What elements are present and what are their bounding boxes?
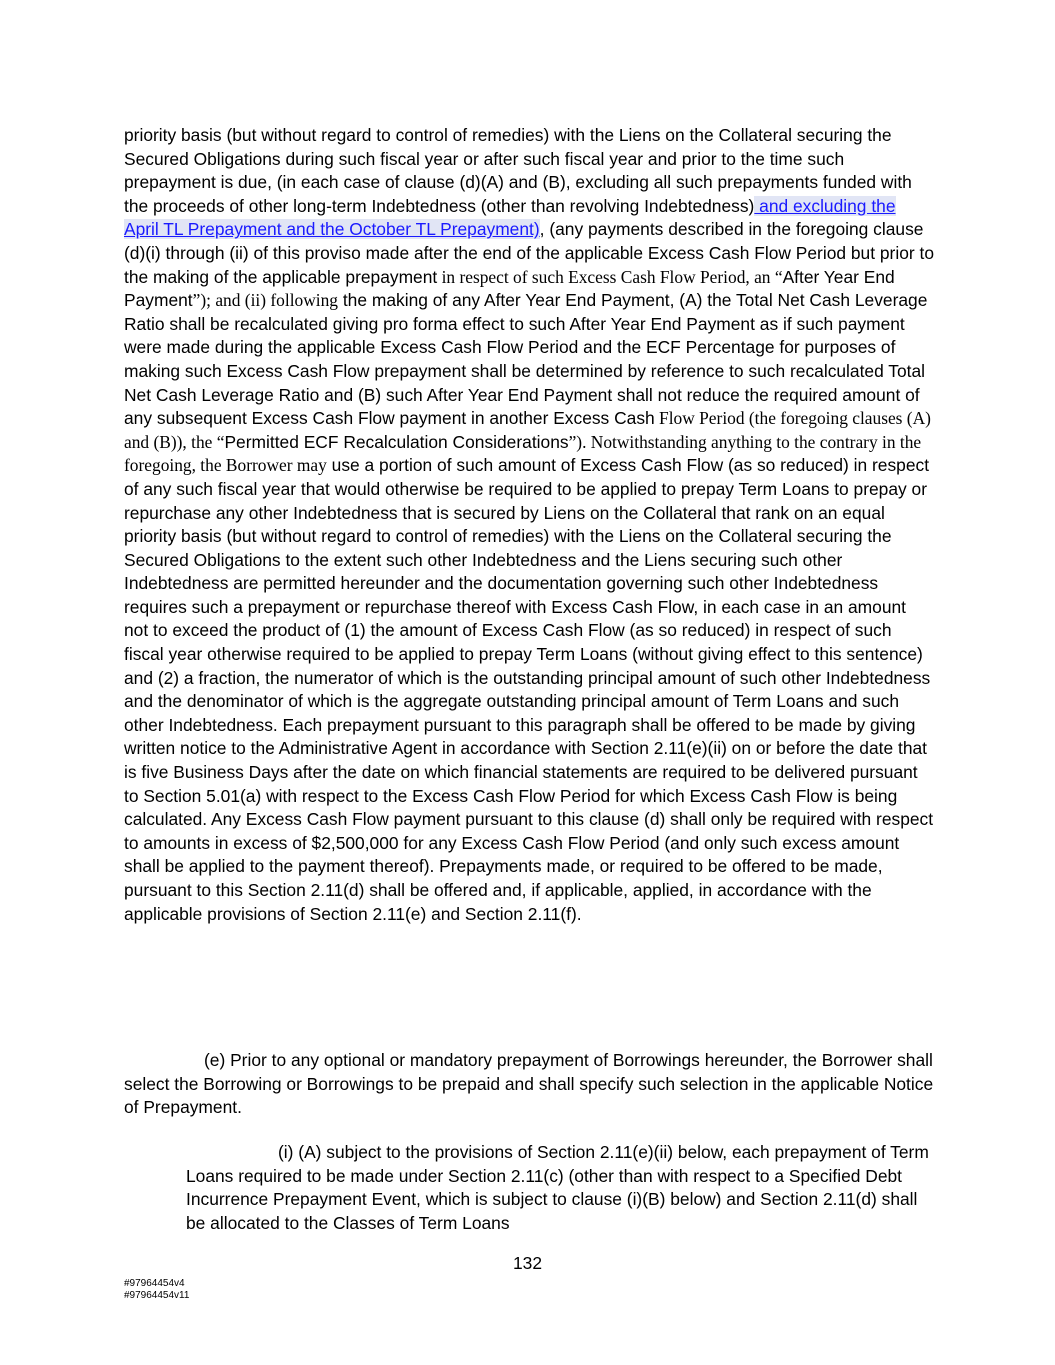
para1-serif-text-4: ”). Notwithstanding anything to the contrary in the foregoing, the Borrower may xyxy=(124,431,922,476)
inserted-revision-text: and excluding the April TL Prepayment and the October TL Prepayment) xyxy=(124,195,896,240)
para1-text-2: , (any payments described in the foregoing clause (d)(i) through (ii) of this proviso made after the end of the applicable Excess Cash Flow Period but prior to the making of the applicable prepayment xyxy=(124,219,935,287)
paragraph-section-e-i: (i) (A) subject to the provisions of Section 2.11(e)(ii) below, each prepayment of Term Loans required to be made under Section 2.11(c) (other than with respect to a Specified Debt Incurrence Prepayment Event, which is subject to clause (i)(B) below) and Section 2.11(d) shall be allocated to the Classes of Term Loans xyxy=(186,1142,929,1233)
defined-term-permitted-ecf-recalculation: Permitted ECF Recalculation Considerations xyxy=(224,431,569,452)
para1-serif-text-1: in respect of such Excess Cash Flow Period, an “ xyxy=(437,266,783,287)
paragraph-section-e: (e) Prior to any optional or mandatory prepayment of Borrowings hereunder, the Borrower shall select the Borrowing or Borrowings to be prepaid and shall specify such selection in the applicable Notice of Prepayment. xyxy=(124,1050,934,1118)
document-id-2: #97964454v11 xyxy=(124,1290,190,1301)
document-id-1: #97964454v4 xyxy=(124,1278,185,1289)
page-number: 132 xyxy=(512,1253,542,1273)
para1-serif-text-3: Flow Period (the foregoing clauses (A) and (B)), the “ xyxy=(124,408,931,452)
paragraph-excess-cash-flow xyxy=(124,124,934,926)
para1-text-1: priority basis (but without regard to control of remedies) with the Liens on the Collateral securing the Secured Obligations during such fiscal year or after such fiscal year and prior to the time such prepayment is due, (in each case of clause (d)(A) and (B), excluding all such prepayments funded with the proceeds of other long-term Indebtedness (other than revolving Indebtedness) xyxy=(124,125,912,216)
para1-serif-text-2: ”); and (ii) following xyxy=(192,290,339,311)
defined-term-after-year-end-payment: After Year End Payment xyxy=(124,266,895,311)
para1-text-3: the making of any After Year End Payment, (A) the Total Net Cash Leverage Ratio shall be recalculated giving pro forma effect to such After Year End Payment as if such payment were made during the applicable Excess Cash Flow Period and the ECF Percentage for purposes of making such Excess Cash Flow prepayment shall be determined by reference to such recalculated Total Net Cash Leverage Ratio and (B) such After Year End Payment shall not reduce the required amount of any subsequent Excess Cash Flow payment in another Excess Cash xyxy=(124,290,928,429)
para1-text-4: use a portion of such amount of Excess Cash Flow (as so reduced) in respect of any such fiscal year that would otherwise be required to be applied to prepay Term Loans to prepay or repurchase any other Indebtedness that is secured by Liens on the Collateral that rank on an equal priority basis (but without regard to control of remedies) with the Liens on the Collateral securing the Secured Obligations to the extent such other Indebtedness and the Liens securing such other Indebtedness are permitted hereunder and the documentation governing such other Indebtedness requires such a prepayment or repurchase thereof with Excess Cash Flow, in each case in an amount not to exceed the product of (1) the amount of Excess Cash Flow (as so reduced) in respect of such fiscal year otherwise required to be applied to prepay Term Loans (without giving effect to this sentence) and (2) a fraction, the numerator of which is the outstanding principal amount of such other Indebtedness and the denominator of which is the aggregate outstanding principal amount of Term Loans and such other Indebtedness. Each prepayment pursuant to this paragraph shall be offered to be made by giving written notice to the Administrative Agent in accordance with Section 2.11(e)(ii) on or before the date that is five Business Days after the date on which financial statements are required to be delivered pursuant to Section 5.01(a) with respect to the Excess Cash Flow Period for which Excess Cash Flow is being calculated. Any Excess Cash Flow payment pursuant to this clause (d) shall only be required with respect to amounts in excess of $2,500,000 for any Excess Cash Flow Period (and only such excess amount shall be applied to the payment thereof). Prepayments made, or required to be offered to be made, pursuant to this Section 2.11(d) shall be offered and, if applicable, applied, in accordance with the applicable provisions of Section 2.11(e) and Section 2.11(f). xyxy=(124,455,934,924)
